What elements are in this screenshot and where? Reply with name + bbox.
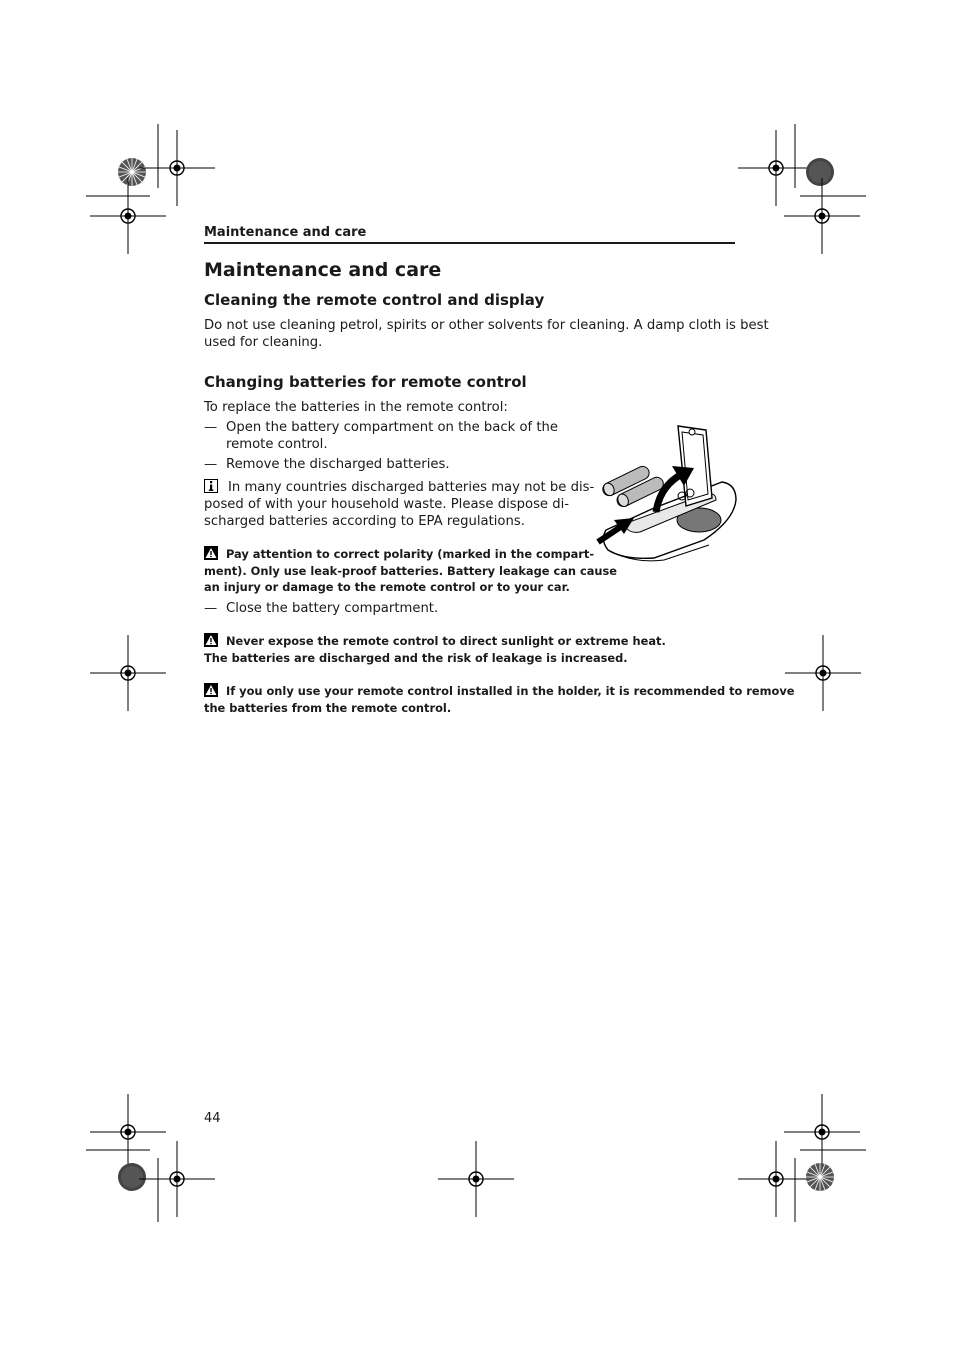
warning-text: Pay attention to correct polarity (marked in the compart- <box>226 547 595 561</box>
cleaning-heading: Cleaning the remote control and display <box>204 291 545 309</box>
step-open-compartment <box>204 419 558 436</box>
header-rule <box>204 242 735 244</box>
step-remove-batteries <box>204 456 450 473</box>
step-text: Open the battery compartment on the back of the <box>226 420 558 435</box>
warning-heat-line1 <box>204 633 666 649</box>
batteries-heading: Changing batteries for remote control <box>204 373 527 391</box>
dash-marker: — <box>204 420 218 435</box>
dash-marker: — <box>204 601 218 616</box>
info-note-line1 <box>204 479 594 496</box>
warning-triangle-icon <box>204 683 218 697</box>
warning-text: Never expose the remote control to direct sunlight or extreme heat. <box>226 634 666 648</box>
info-note-line2: posed of with your household waste. Please dispose di- <box>204 497 570 512</box>
step-text: Close the battery compartment. <box>226 601 439 616</box>
warning-text: If you only use your remote control installed in the holder, it is recommended to remove <box>226 684 795 698</box>
batteries-intro: To replace the batteries in the remote control: <box>204 400 508 415</box>
cleaning-text-line2: used for cleaning. <box>204 335 323 350</box>
step-close-compartment <box>204 600 438 617</box>
page-number: 44 <box>204 1111 221 1126</box>
warning-holder-line1 <box>204 683 795 699</box>
dash-marker: — <box>204 457 218 472</box>
info-note-line3: scharged batteries according to EPA regulations. <box>204 514 525 529</box>
warning-polarity-line1 <box>204 546 594 562</box>
info-text: In many countries discharged batteries may not be dis- <box>228 480 595 495</box>
step-open-compartment-cont: remote control. <box>226 437 328 452</box>
step-text: Remove the discharged batteries. <box>226 457 450 472</box>
warning-triangle-icon <box>204 546 218 560</box>
warning-triangle-icon <box>204 633 218 647</box>
warning-polarity-line3: an injury or damage to the remote control or to your car. <box>204 580 570 594</box>
warning-polarity-line2: ment). Only use leak-proof batteries. Battery leakage can cause <box>204 564 618 578</box>
battery-compartment-illustration <box>594 420 742 565</box>
cleaning-text-line1: Do not use cleaning petrol, spirits or other solvents for cleaning. A damp cloth is best <box>204 318 769 333</box>
running-header: Maintenance and care <box>204 225 367 240</box>
warning-holder-line2: the batteries from the remote control. <box>204 701 452 715</box>
page-title: Maintenance and care <box>204 259 442 281</box>
warning-heat-line2: The batteries are discharged and the risk of leakage is increased. <box>204 651 628 665</box>
info-icon <box>204 479 218 493</box>
